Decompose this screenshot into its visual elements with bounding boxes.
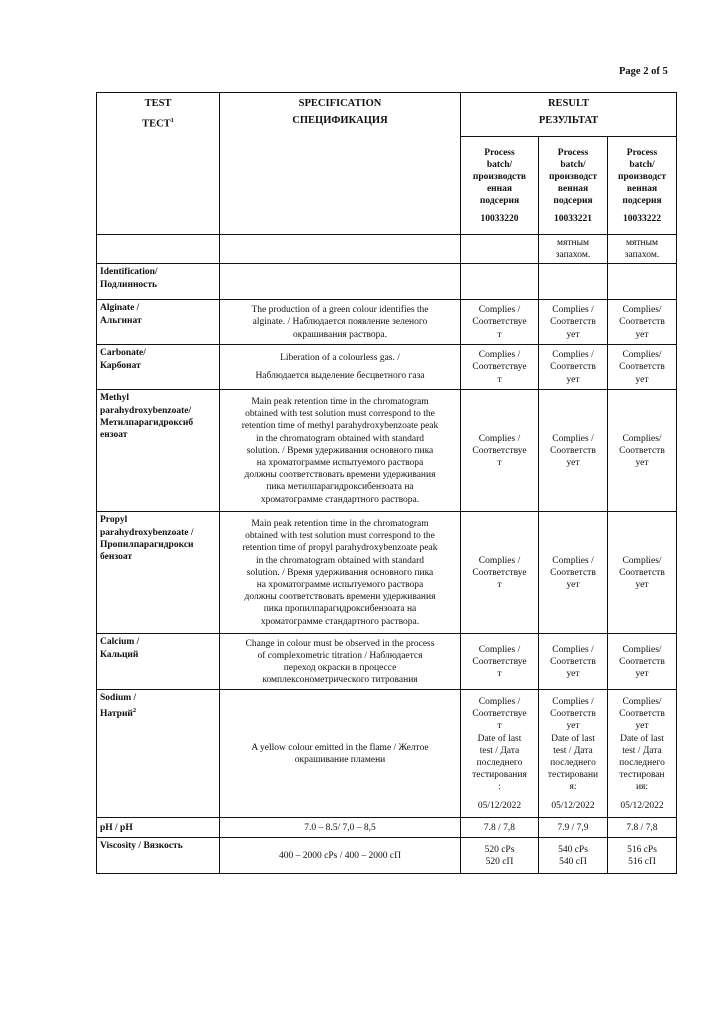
- test-date: 05/12/2022: [477, 800, 522, 811]
- specification-text: Main peak retention time in the chromatogram obtained with test solution must correspond to the retention time of propyl parahydroxybenzoate peak in the chromatogram obtained with standard solution. / Время удерживания основного пика на хроматограмме испытуемого раствора должны соответствовать времени удерживания пика пропилпарагидроксибензоата на хроматограмме стандартного раствора.: [220, 512, 461, 634]
- batch-header: Process batch/ производст венная подсерия 10033221: [539, 137, 608, 235]
- batch-header: Process batch/ производств енная подсерия 10033220: [461, 137, 539, 235]
- table-row-viscosity: [97, 838, 677, 874]
- table-row-calcium: [97, 634, 677, 690]
- result-header: RESULT РЕЗУЛЬТАТ: [461, 93, 677, 137]
- result-cell: Complies / Соответствуе т: [461, 512, 539, 634]
- result-cell: Complies/ Соответств ует: [608, 390, 677, 512]
- batch-number: 10033221: [554, 213, 592, 224]
- test-name: Propyl parahydroxybenzoate / Пропилпарагидрокси бензоат: [97, 512, 220, 634]
- specification-text: A yellow colour emitted in the flame / Желтое окрашивание пламени: [220, 690, 461, 818]
- test-name: Sodium / Натрий$^2$: [97, 690, 220, 818]
- result-cell: Complies/ Соответств ует: [608, 512, 677, 634]
- result-cell: 7.9 / 7,9: [539, 818, 608, 838]
- result-cell: 540 cPs 540 сП: [539, 838, 608, 874]
- table-row-methyl-parahydroxybenzoate: [97, 390, 677, 512]
- test-date: 05/12/2022: [620, 800, 664, 811]
- result-cell: Complies/ Соответств ует: [608, 300, 677, 345]
- result-cell: Complies / Соответств ует: [539, 300, 608, 345]
- table-row-sodium: [97, 690, 677, 818]
- test-date: 05/12/2022: [551, 800, 595, 811]
- result-cell: Complies / Соответствуе т: [461, 300, 539, 345]
- result-cell: Complies/ Соответств ует Date of last test / Дата последнего тестирован ия: 05/12/2022: [608, 690, 677, 818]
- result-cell: Complies / Соответств ует: [539, 390, 608, 512]
- specification-header: SPECIFICATION СПЕЦИФИКАЦИЯ: [220, 93, 461, 235]
- result-cell: Complies/ Соответств ует: [608, 345, 677, 390]
- table-row-carbonate: [97, 345, 677, 390]
- continuation-cell: мятным запахом.: [608, 235, 677, 264]
- table-header-row: [97, 93, 677, 137]
- result-cell: Complies / Соответств ует Date of last test / Дата последнего тестировани я: 05/12/2022: [539, 690, 608, 818]
- result-cell: 516 cPs 516 сП: [608, 838, 677, 874]
- result-cell: Complies / Соответств ует: [539, 512, 608, 634]
- specification-text: 400 – 2000 cPs / 400 – 2000 сП: [220, 838, 461, 874]
- result-cell: 520 cPs 520 сП: [461, 838, 539, 874]
- table-row-ph: [97, 818, 677, 838]
- result-cell: Complies/ Соответств ует: [608, 634, 677, 690]
- result-cell: 7.8 / 7,8: [461, 818, 539, 838]
- table-row-identification: [97, 264, 677, 300]
- batch-header: Process batch/ производст венная подсерия 10033222: [608, 137, 677, 235]
- result-cell: Complies / Соответствуе т: [461, 345, 539, 390]
- specification-text: Liberation of a colourless gas. / Наблюдается выделение бесцветного газа: [220, 345, 461, 390]
- specification-table: [96, 92, 677, 874]
- batch-number: 10033220: [480, 213, 519, 224]
- specification-text: Change in colour must be observed in the process of complexometric titration / Наблюдается переход окраски в процессе комплексонометрического титрования: [220, 634, 461, 690]
- result-cell: Complies / Соответствуе т Date of last test / Дата последнего тестирования : 05/12/2022: [461, 690, 539, 818]
- result-cell: 7.8 / 7,8: [608, 818, 677, 838]
- continuation-row: [97, 235, 677, 264]
- specification-text: Main peak retention time in the chromatogram obtained with test solution must correspond to the retention time of methyl parahydroxybenzoate peak in the chromatogram obtained with standard solution. / Время удерживания основного пика на хроматограмме испытуемого раствора должны соответствовать времени удерживания пика метилпарагидроксибензоата на хроматограмме стандартного раствора.: [220, 390, 461, 512]
- test-name: Calcium / Кальций: [97, 634, 220, 690]
- continuation-cell: мятным запахом.: [539, 235, 608, 264]
- table-row-alginate: [97, 300, 677, 345]
- result-cell: Complies / Соответств ует: [539, 345, 608, 390]
- result-cell: Complies / Соответствуе т: [461, 390, 539, 512]
- test-name: Viscosity / Вязкость: [97, 838, 220, 874]
- result-cell: Complies / Соответств ует: [539, 634, 608, 690]
- page-number: Page 2 of 5: [619, 66, 668, 77]
- specification-text: 7.0 – 8.5/ 7,0 – 8,5: [220, 818, 461, 838]
- result-cell: Complies / Соответствуе т: [461, 634, 539, 690]
- test-header: TEST ТЕСТ$^1$: [97, 93, 220, 235]
- test-name: Alginate / Альгинат: [97, 300, 220, 345]
- batch-number: 10033222: [623, 213, 661, 224]
- test-name: pH / pH: [97, 818, 220, 838]
- test-name: Identification/ Подлинность: [97, 264, 220, 300]
- table-row-propyl-parahydroxybenzoate: [97, 512, 677, 634]
- test-name: Methyl parahydroxybenzoate/ Метилпарагидроксиб ензоат: [97, 390, 220, 512]
- specification-text: The production of a green colour identifies the alginate. / Наблюдается появление зеленого окрашивания раствора.: [220, 300, 461, 345]
- test-name: Carbonate/ Карбонат: [97, 345, 220, 390]
